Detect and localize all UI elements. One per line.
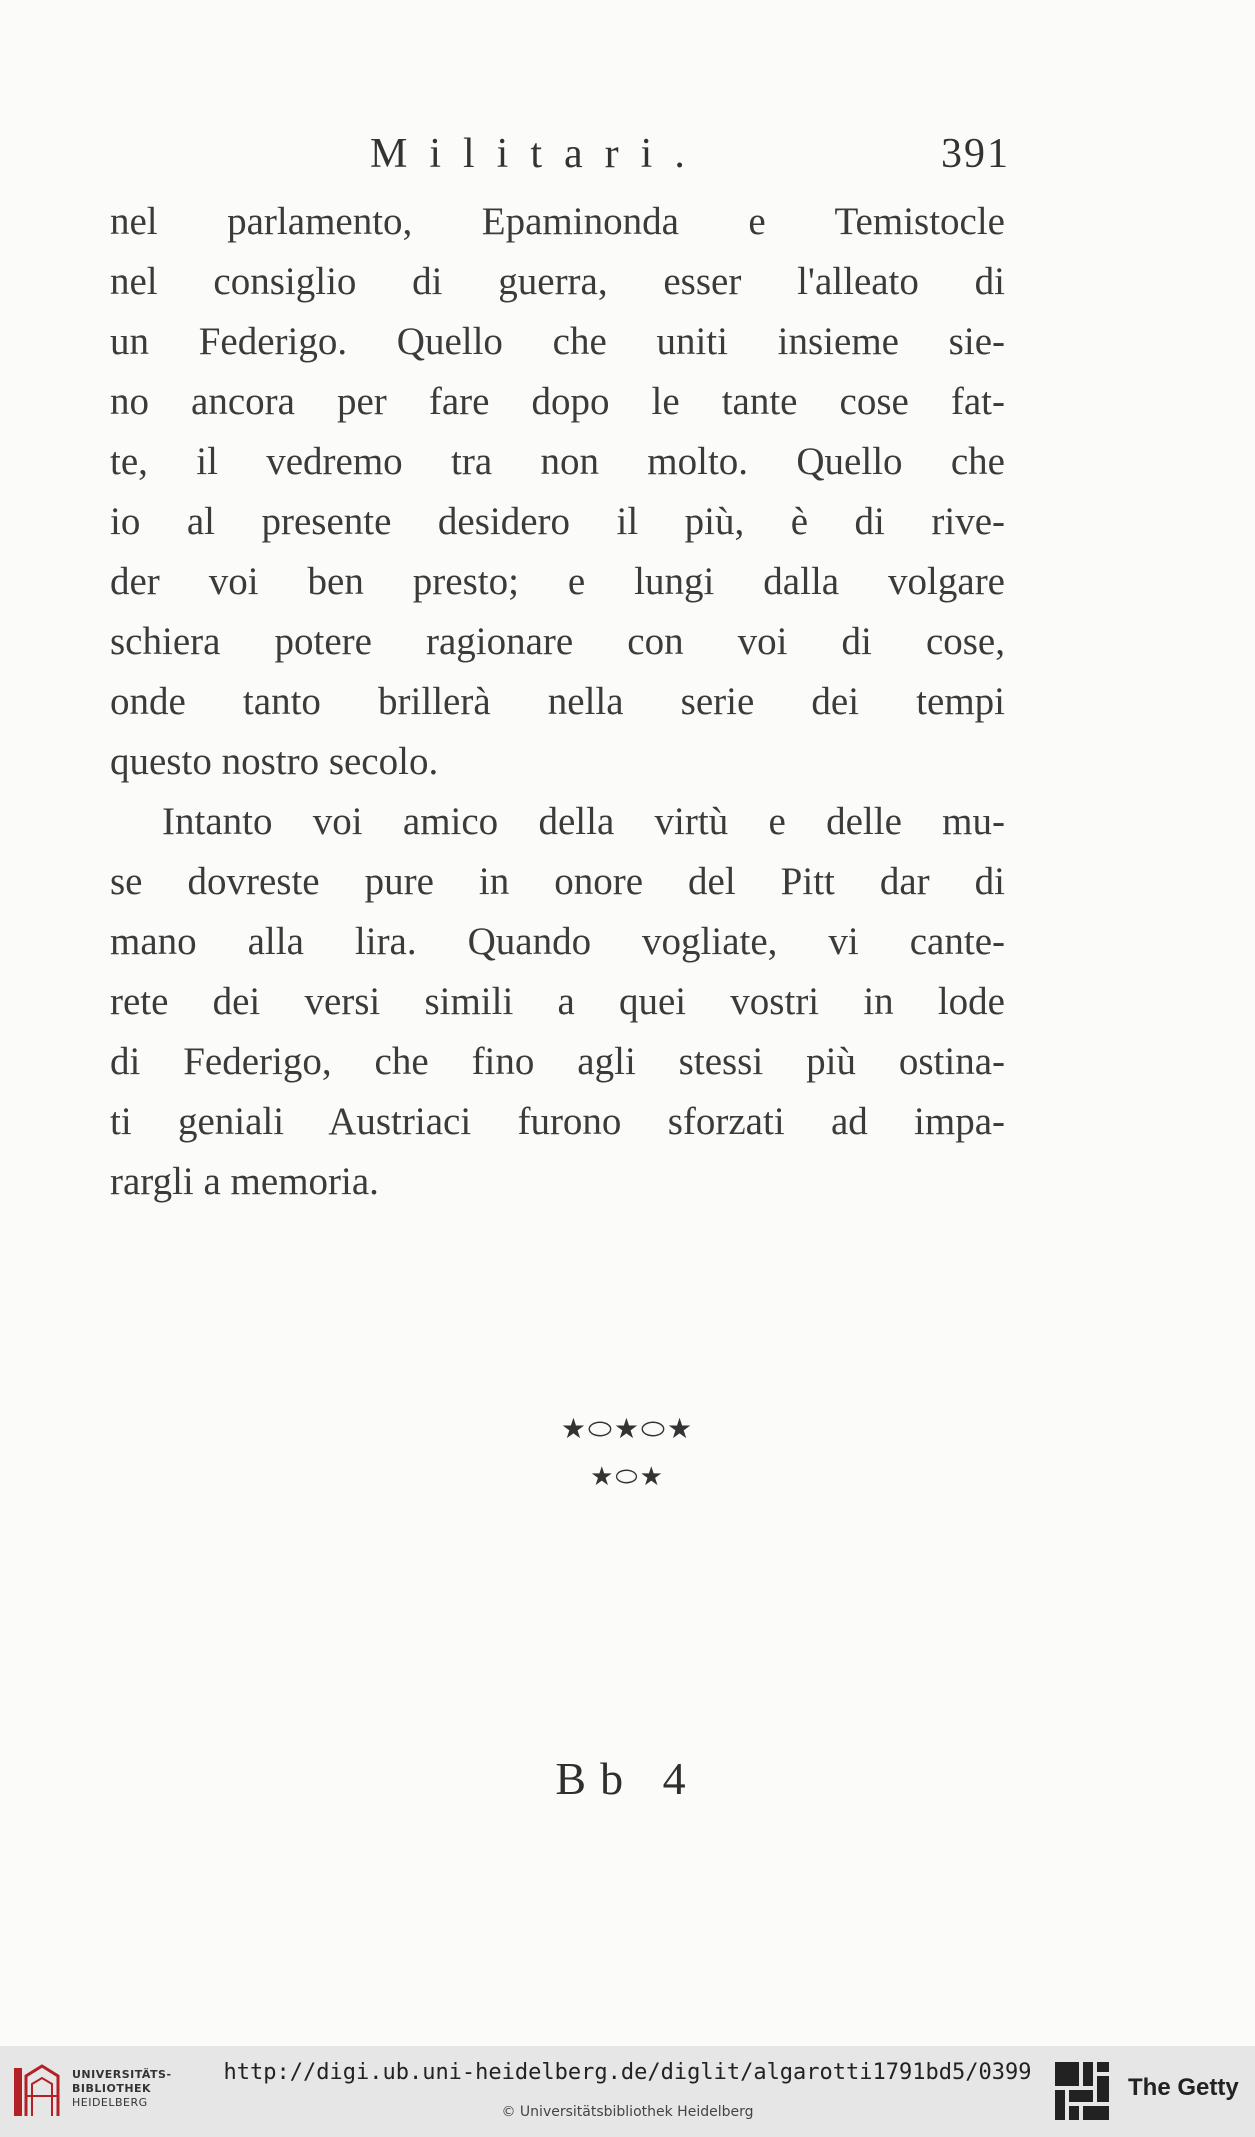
text-line: nel consiglio di guerra, esser l'alleato di [110,260,1005,303]
page-number: 391 [941,131,1010,177]
text-line: onde tanto brillerà nella serie dei tempi [110,680,1005,723]
text-line: questo nostro secolo. [110,740,439,783]
paragraph-1 [110,192,1005,792]
ornament-row-2: ★⬭★ [590,1462,665,1492]
running-head [370,130,1010,180]
text-line: mano alla lira. Quando vogliate, vi cante- [110,920,1005,963]
library-name-line: HEIDELBERG [72,2096,148,2109]
ornament-row-1: ★⬭★⬭★ [560,1412,695,1445]
viewer-footer [0,2046,1255,2137]
partner-name: The Getty [1128,2074,1239,2101]
text-line: nel parlamento, Epaminonda e Temistocle [110,200,1005,243]
text-line: rete dei versi simili a quei vostri in lode [110,980,1005,1023]
text-line: rargli a memoria. [110,1160,379,1203]
text-line: no ancora per fare dopo le tante cose fat- [110,380,1005,423]
text-line: Intanto voi amico della virtù e delle mu- [162,800,1005,843]
paragraph-2 [110,792,1005,1212]
text-line: se dovreste pure in onore del Pitt dar di [110,860,1005,903]
permalink-url[interactable]: http://digi.ub.uni-heidelberg.de/diglit/algarotti1791bd5/0399 [223,2060,1032,2085]
text-line: io al presente desidero il più, è di rive- [110,500,1005,543]
copyright-notice: © Universitätsbibliothek Heidelberg [501,2104,754,2120]
text-line: ti geniali Austriaci furono sforzati ad impa- [110,1100,1005,1143]
text-line: te, il vedremo tra non molto. Quello che [110,440,1005,483]
library-name-line: BIBLIOTHEK [72,2082,152,2095]
running-head-title: Militari. [370,131,707,177]
text-line: un Federigo. Quello che uniti insieme sie- [110,320,1005,363]
text-line: schiera potere ragionare con voi di cose, [110,620,1005,663]
text-line: di Federigo, che fino agli stessi più ostina- [110,1040,1005,1083]
library-name-line: UNIVERSITÄTS- [72,2068,172,2081]
text-line: der voi ben presto; e lungi dalla volgare [110,560,1005,603]
signature-mark: Bb 4 [555,1753,700,1804]
getty-logo-icon [1053,2060,1111,2122]
body-text [110,192,1005,1212]
